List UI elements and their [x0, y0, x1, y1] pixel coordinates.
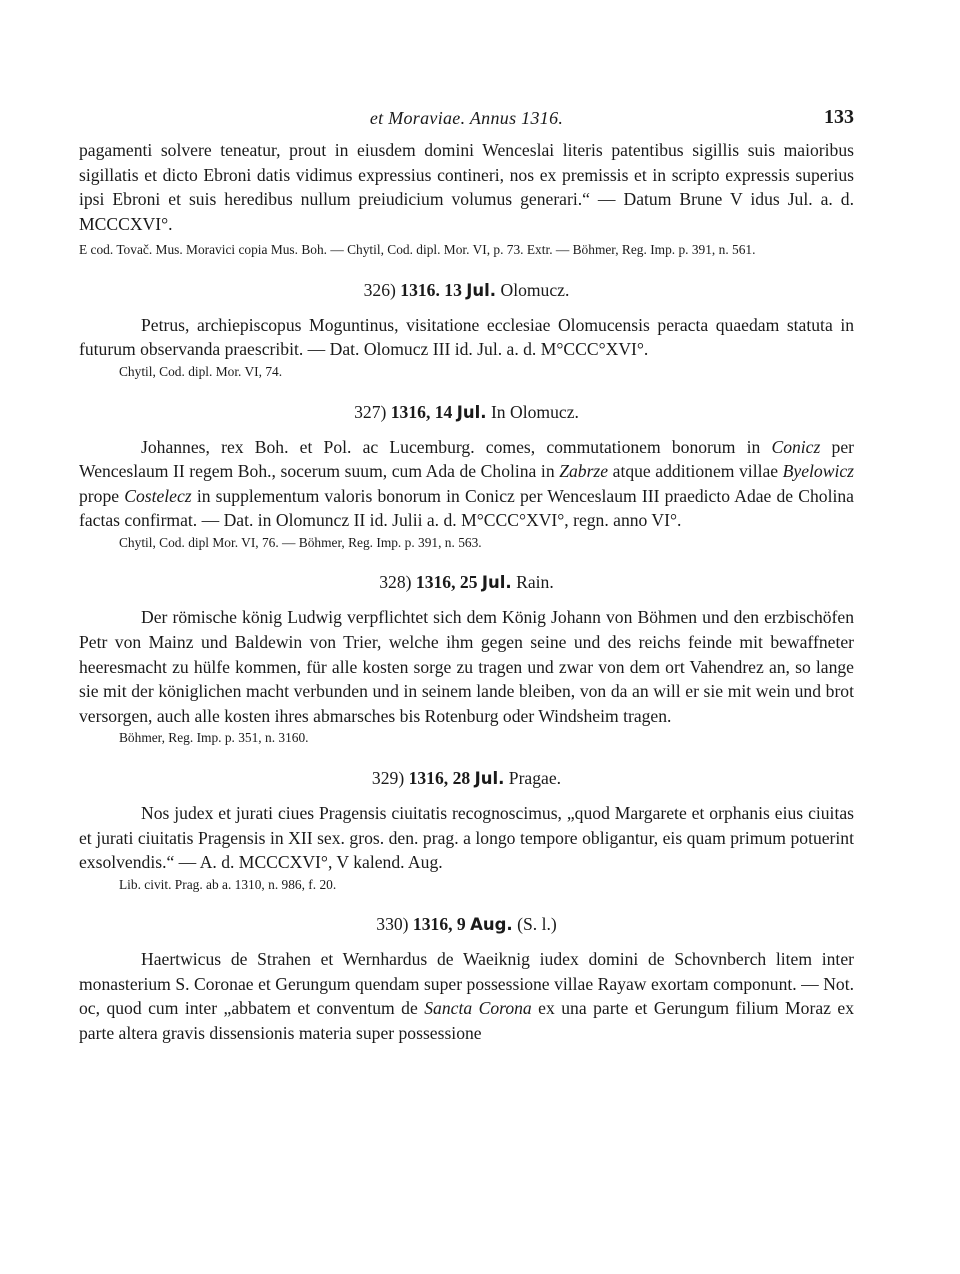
entry-heading: [79, 278, 854, 303]
entry-month: Jul.: [474, 768, 505, 788]
entry-month: Jul.: [466, 280, 497, 300]
entry-source: Chytil, Cod. dipl. Mor. VI, 74.: [119, 364, 283, 380]
document-page: [79, 104, 854, 1046]
entry-month: Jul.: [456, 402, 487, 422]
entry-place: Pragae.: [508, 767, 562, 788]
entry-heading: [79, 400, 854, 425]
entry-source: Lib. civit. Prag. ab a. 1310, n. 986, f. 20.: [119, 876, 337, 892]
body-text: Johannes, rex Boh. et Pol. ac Lucemburg. comes, commutationem bonorum in: [141, 436, 772, 457]
body-text: atque additionem villae: [608, 461, 783, 482]
intro-source: E cod. Tovač. Mus. Moravici copia Mus. Boh. — Chytil, Cod. dipl. Mor. VI, p. 73. Extr. — Böhmer, Reg. Imp. p. 391, n. 561.: [79, 242, 756, 258]
body-text: ex una parte et Gerungum filium Moraz ex parte altera gravis dissensionis materia super possessione: [79, 998, 854, 1043]
running-title: et Moraviae. Annus 1316.: [369, 108, 564, 128]
running-header: [79, 104, 854, 138]
entry-source: Chytil, Cod. dipl Mor. VI, 76. — Böhmer, Reg. Imp. p. 391, n. 563.: [119, 534, 482, 550]
place-name: Zabrze: [559, 461, 609, 482]
entry-number: 327): [354, 401, 387, 422]
entry-heading: [79, 912, 854, 937]
intro-paragraph: pagamenti solvere teneatur, prout in eiusdem domini Wenceslai literis patentibus sigillis suis maioribus sigillatis et dicto Ebroni datis vidimus expressius contineri, nos ex premissis et in scripto expressis superius ipsi Ebroni et suis heredibus nullum preiudicium volumus generari.“ — Datum Brune V idus Jul. a. d. MCCCXVI°.: [79, 140, 854, 234]
entry-place: (S. l.): [517, 914, 557, 935]
body-text: prope: [79, 485, 125, 506]
entry-number: 330): [376, 914, 409, 935]
entry-place: Rain.: [516, 572, 554, 593]
place-name: Sancta Corona: [424, 998, 532, 1019]
entry-number: 328): [379, 572, 412, 593]
entry-number: 326): [363, 279, 396, 300]
entry-place: Olomucz.: [500, 279, 570, 300]
entry-month: Aug.: [470, 915, 513, 935]
entry-body: Petrus, archiepiscopus Moguntinus, visitatione ecclesiae Olomucensis peracta quaedam statuta in futurum observanda praescribit. — Dat. Olomucz III id. Jul. a. d. M°CCC°XVI°.: [79, 314, 854, 360]
entry-body: Der römische könig Ludwig verpflichtet sich dem König Johann von Böhmen und den erzbischöfen Petr von Mainz und Baldewin von Trier, welche ihm gegen seine und des reichs feinde mit bewaffneter heeresmacht zu hülfe kommen, für alle kosten sorge zu tragen und zwar von dem ort Vahendrez an, so lange sie mit der königlichen macht verbunden und in seinem lande bleiben, von da an will er sie mit wein und brot versorgen, auch alle kosten ihres abmarsches bis Rotenburg oder Windsheim tragen.: [79, 607, 854, 726]
place-name: Costelecz: [124, 485, 192, 506]
entry-date: 1316. 13: [400, 279, 462, 300]
body-text: Haertwicus de Strahen et Wernhardus de Waeiknig iudex domini de Schovnberch litem inter monasterium S. Coronae et Gerungum quendam super possessione villae Rayaw exortam componunt. — Not. oc, quod cum inter „abbatem et conventum de: [79, 949, 854, 1019]
page-number: 133: [824, 106, 854, 128]
entry-date: 1316, 25: [415, 572, 478, 593]
entry-body: [79, 947, 854, 1045]
entry-date: 1316, 9: [412, 914, 466, 935]
entry-date: 1316, 28: [408, 767, 471, 788]
body-text: per Wenceslaum II regem Boh., socerum suum, cum Ada de Cholina in: [79, 436, 854, 482]
entry-month: Jul.: [481, 573, 512, 593]
entry-body: Nos judex et jurati ciues Pragensis ciuitatis recognoscimus, „quod Margarete et orphanis eius ciuitas et jurati ciuitatis Pragensis in XII sex. gros. den. prag. a longo tempore obligantur, eis quam primum potuerint exsolvendis.“ — A. d. MCCCXVI°, V kalend. Aug.: [79, 802, 854, 873]
entry-heading: [79, 570, 854, 595]
entry-place: In Olomucz.: [490, 401, 579, 422]
entry-source: Böhmer, Reg. Imp. p. 351, n. 3160.: [119, 730, 309, 746]
place-name: Byelowicz: [782, 461, 854, 482]
body-text: in supplementum valoris bonorum in Conicz per Wenceslaum III praedicto Adae de Cholina factas confirmat. — Dat. in Olomuncz II id. Julii a. d. M°CCC°XVI°, regn. anno VI°.: [79, 485, 854, 531]
entry-date: 1316, 14: [390, 401, 453, 422]
place-name: Conicz: [771, 436, 821, 457]
entry-body: [79, 435, 854, 533]
entry-heading: [79, 766, 854, 791]
entry-number: 329): [371, 767, 405, 788]
